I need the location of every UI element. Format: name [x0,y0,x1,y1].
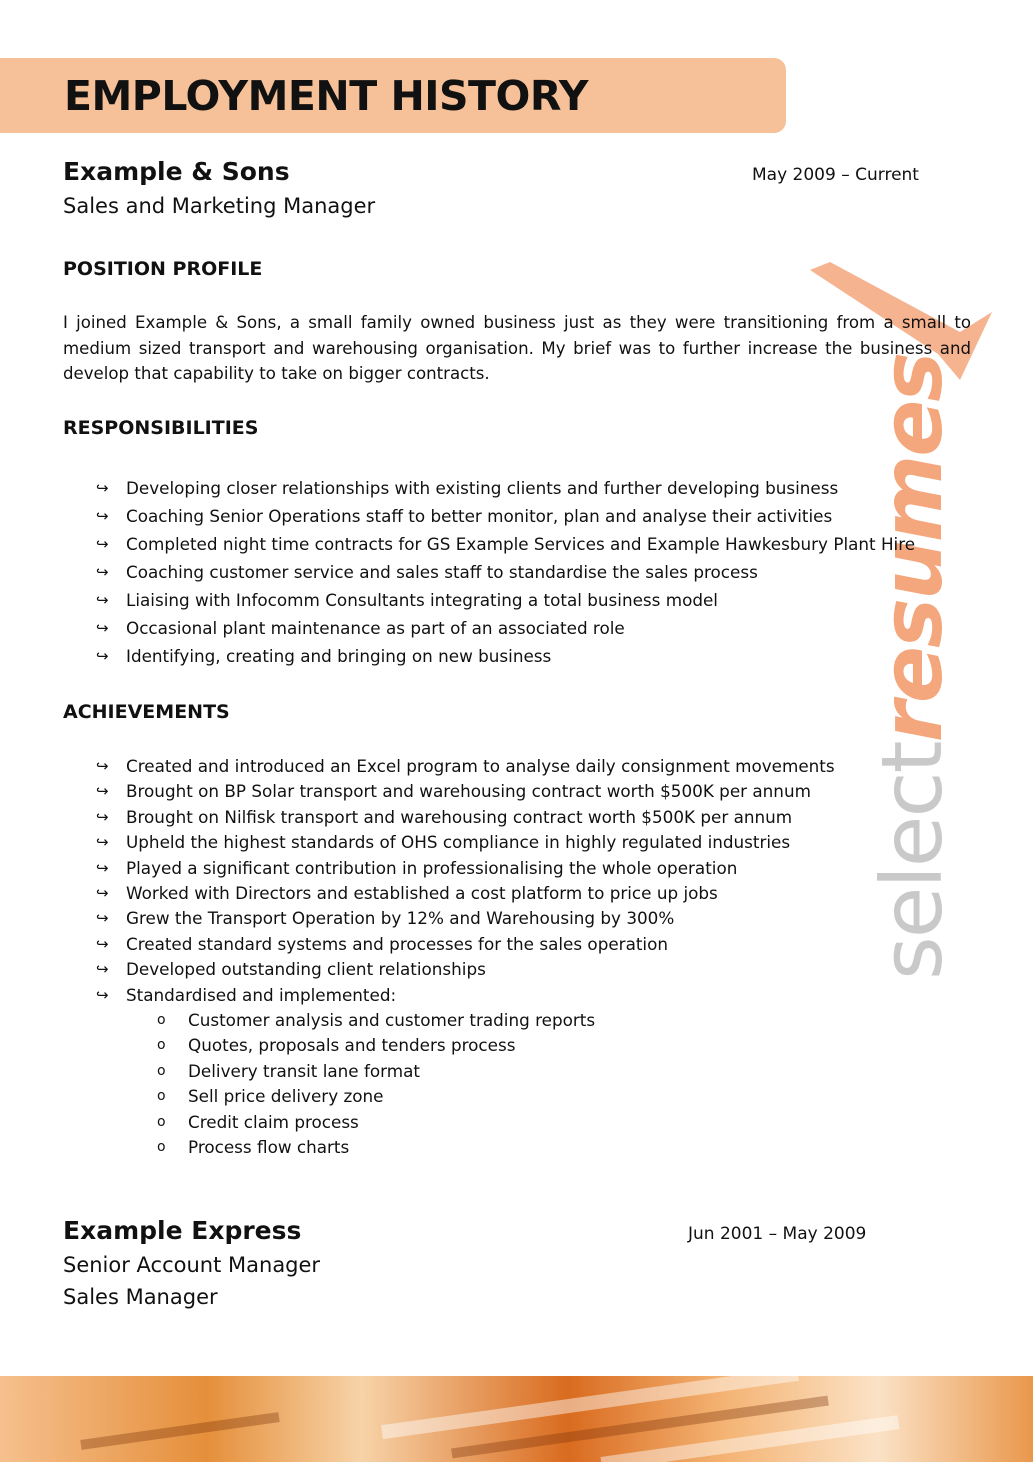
list-item: ↪ Completed night time contracts for GS Example Services and Example Hawkesbury Plant Hire [96,530,915,558]
hooked-arrow-icon: ↪ [96,807,109,826]
list-item: ↪ Upheld the highest standards of OHS compliance in highly regulated industries [96,830,835,855]
list-item: ↪ Coaching Senior Operations staff to better monitor, plan and analyse their activities [96,502,915,530]
achievements-list [96,754,835,1161]
hooked-arrow-icon: ↪ [96,591,109,609]
hooked-arrow-icon: ↪ [96,619,109,637]
sub-list-item: o Delivery transit lane format [126,1059,835,1084]
list-item: ↪ Brought on BP Solar transport and warehousing contract worth $500K per annum [96,779,835,804]
job-dates-1: May 2009 – Current [752,165,919,185]
position-profile-heading: POSITION PROFILE [63,258,263,280]
hooked-arrow-icon: ↪ [96,884,109,903]
list-item: ↪ Standardised and implemented: o Customer analysis and customer trading reports o Quotes, proposals and tenders process o Delivery transit lane format o Sell price delivery zone o Credit claim process o Process flow charts [96,983,835,1161]
hooked-arrow-icon: ↪ [96,833,109,852]
circle-icon: o [157,1113,166,1130]
company-name-2: Example Express [63,1216,302,1245]
sub-list-item: o Sell price delivery zone [126,1084,835,1109]
company-name-1: Example & Sons [63,157,290,186]
list-item: ↪ Coaching customer service and sales staff to standardise the sales process [96,558,915,586]
sub-list-item: o Process flow charts [126,1135,835,1160]
circle-icon: o [157,1037,166,1054]
hooked-arrow-icon: ↪ [96,563,109,581]
hooked-arrow-icon: ↪ [96,858,109,877]
responsibilities-list [96,474,915,670]
hooked-arrow-icon: ↪ [96,507,109,525]
circle-icon: o [157,1012,166,1029]
achievements-sub-list [126,1008,835,1160]
responsibilities-heading: RESPONSIBILITIES [63,417,259,439]
list-item: ↪ Liaising with Infocomm Consultants integrating a total business model [96,586,915,614]
section-title: EMPLOYMENT HISTORY [64,72,588,120]
hooked-arrow-icon: ↪ [96,535,109,553]
hooked-arrow-icon: ↪ [96,479,109,497]
hooked-arrow-icon: ↪ [96,960,109,979]
footer-image [0,1376,1033,1462]
list-item: ↪ Grew the Transport Operation by 12% and Warehousing by 300% [96,906,835,931]
list-item: ↪ Worked with Directors and established a cost platform to price up jobs [96,881,835,906]
job-role-2b: Sales Manager [63,1285,218,1309]
hooked-arrow-icon: ↪ [96,909,109,928]
circle-icon: o [157,1139,166,1156]
hooked-arrow-icon: ↪ [96,985,109,1004]
job-role-1: Sales and Marketing Manager [63,194,376,218]
hooked-arrow-icon: ↪ [96,934,109,953]
watermark-bold-text: resumes [863,353,961,743]
list-item: ↪ Identifying, creating and bringing on new business [96,642,915,670]
job-role-2a: Senior Account Manager [63,1253,321,1277]
sub-list-item: o Quotes, proposals and tenders process [126,1033,835,1058]
job-dates-2: Jun 2001 – May 2009 [688,1224,867,1244]
circle-icon: o [157,1088,166,1105]
sub-list-item: o Credit claim process [126,1110,835,1135]
position-profile-text: I joined Example & Sons, a small family owned business just as they were transitioning from a small to medium sized transport and warehousing organisation. My brief was to further increase the business and develop that capability to take on bigger contracts. [63,313,971,383]
list-item: ↪ Brought on Nilfisk transport and warehousing contract worth $500K per annum [96,805,835,830]
list-item: ↪ Created standard systems and processes for the sales operation [96,932,835,957]
circle-icon: o [157,1062,166,1079]
hooked-arrow-icon: ↪ [96,782,109,801]
hooked-arrow-icon: ↪ [96,647,109,665]
list-item: ↪ Developing closer relationships with existing clients and further developing business [96,474,915,502]
sub-list-item: o Customer analysis and customer trading reports [126,1008,835,1033]
list-item: ↪ Occasional plant maintenance as part of an associated role [96,614,915,642]
list-item: ↪ Created and introduced an Excel program to analyse daily consignment movements [96,754,835,779]
list-item: ↪ Played a significant contribution in professionalising the whole operation [96,856,835,881]
hooked-arrow-icon: ↪ [96,757,109,775]
achievements-heading: ACHIEVEMENTS [63,701,230,723]
watermark-light-text: select [863,742,961,980]
list-item: ↪ Developed outstanding client relationships [96,957,835,982]
